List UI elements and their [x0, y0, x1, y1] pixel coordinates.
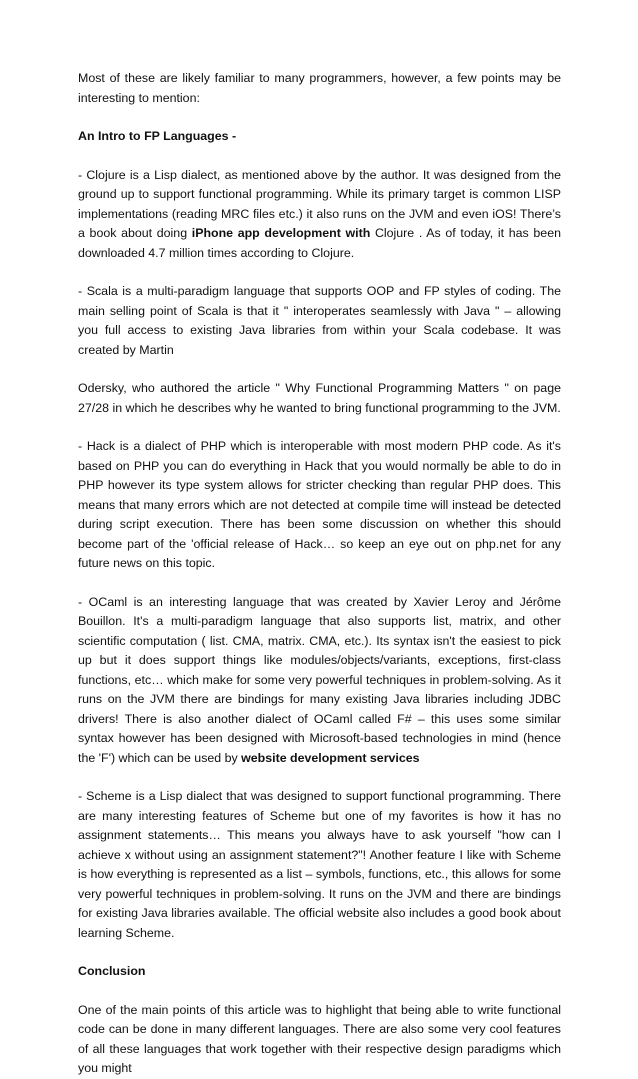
intro-paragraph: Most of these are likely familiar to many programmers, however, a few points may be interesting to mention: [78, 71, 561, 105]
scala-paragraph: - Scala is a multi-paradigm language that supports OOP and FP styles of coding. The main selling point of Scala is that it " interoperates seamlessly with Java " – allowing you full access to existing Java libraries from within your Scala codebase. It was created by Martin [78, 284, 561, 357]
section-heading-intro: An Intro to FP Languages - [78, 129, 237, 143]
ocaml-paragraph [78, 593, 561, 769]
scheme-paragraph: - Scheme is a Lisp dialect that was designed to support functional programming. There are many interesting features of Scheme but one of my favorites is how it has no assignment statements… This means you always have to ask yourself "how can I achieve x without using an assignment statement?"! Another feature I like with Scheme is how everything is represented as a list – symbols, functions, etc., this allows for some very powerful techniques in problem-solving. It runs on the JVM and there are bindings for existing Java libraries available. The official website also includes a good book about learning Scheme. [78, 789, 561, 940]
iphone-app-development-link[interactable]: iPhone app development with [191, 226, 371, 240]
conclusion-paragraph: One of the main points of this article was to highlight that being able to write functional code can be done in many different languages. There are also some very cool features of all these languages that work together with their respective design paradigms which you might [78, 1002, 561, 1075]
clojure-paragraph [78, 166, 561, 264]
ocaml-text: - OCaml is an interesting language that was created by Xavier Leroy and Jérôme Bouillon. It's a multi-paradigm language that also supports list, matrix, and other scientific computation ( list. CMA, matrix. CMA, etc.). Its syntax isn't the easiest to pick up but it does support things like modules/objects/variants, exceptions, first-class functions, etc… which make for some very powerful techniques in problem-solving. As it runs on the JVM there are bindings for many existing Java libraries including JDBC drivers! There is also another dialect of OCaml called F# – this uses some similar syntax however has been designed with Microsoft-based technologies in mind (hence the 'F') which can be used by [78, 594, 561, 765]
section-heading-conclusion: Conclusion [78, 964, 146, 978]
clojure-text-end: Clojure . As of today, it has been downloaded 4.7 million times according to Clojure. [78, 226, 561, 260]
website-development-services-link[interactable]: website development services [241, 750, 420, 765]
article-body [78, 69, 561, 1079]
hack-paragraph: - Hack is a dialect of PHP which is interoperable with most modern PHP code. As it's based on PHP you can do everything in Hack that you would normally be able to do in PHP however its type system allows for stricter checking than regular PHP does. This means that many errors which are not detected at compile time will instead be detected during script execution. There has been some discussion on whether this should become part of the 'official release of Hack… so keep an eye out on php.net for any future news on this topic. [78, 439, 561, 570]
clojure-text-start: - Clojure is a Lisp dialect, as mentioned above by the author. It was designed from the ground up to support functional programming. While its primary target is common LISP implementations (reading MRC files etc.) it also runs on the JVM and even iOS! There’s a book about doing [78, 167, 561, 240]
odersky-paragraph: Odersky, who authored the article " Why Functional Programming Matters " on page 27/28 in which he describes why he wanted to bring functional programming to the JVM. [78, 381, 561, 415]
